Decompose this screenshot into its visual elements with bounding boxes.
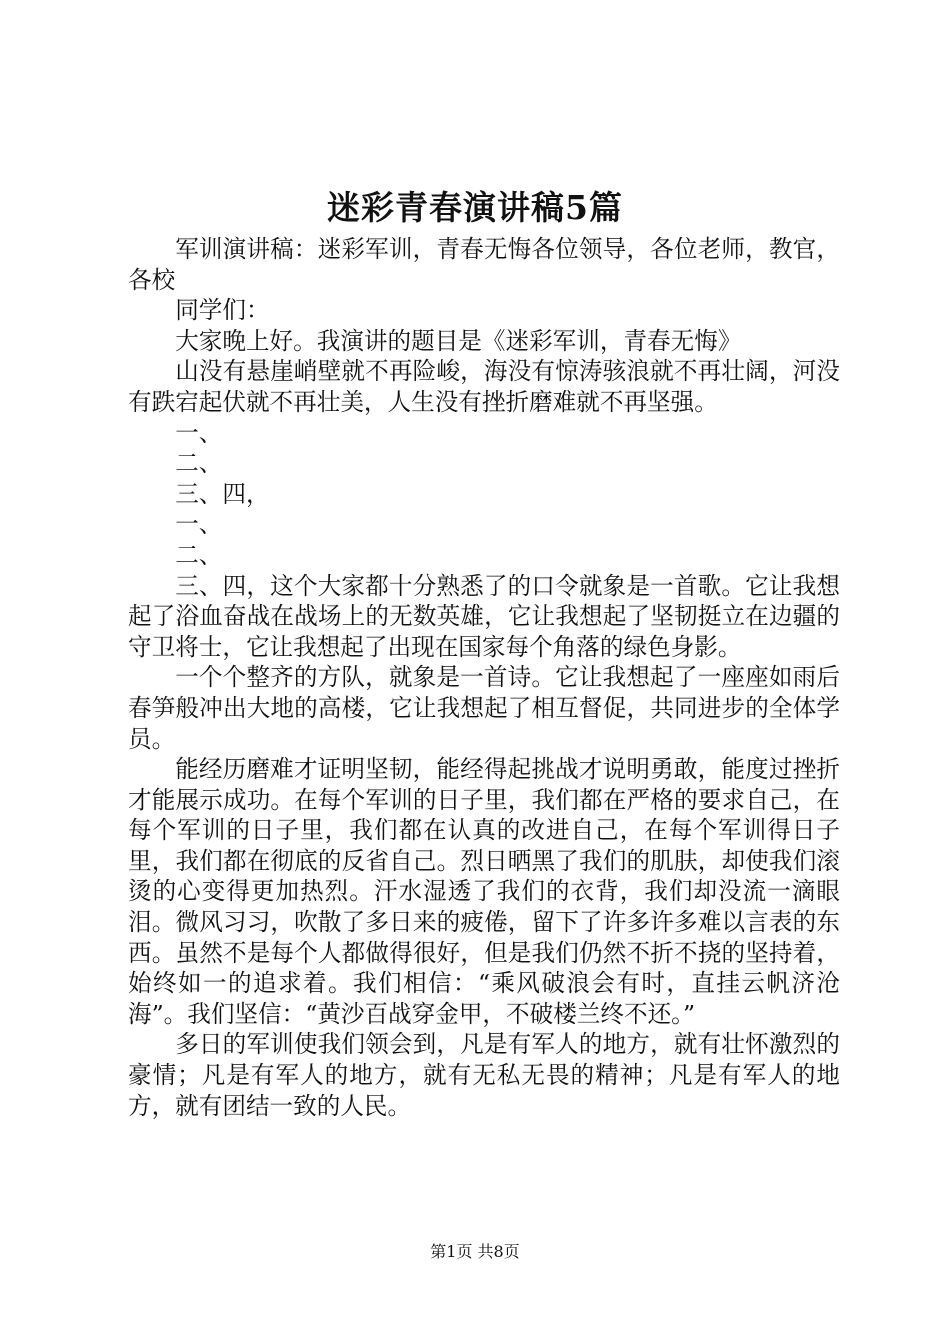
page-footer: 第1页 共8页 [430,1242,520,1261]
paragraph-count-3: 三、四， [175,479,270,508]
page-title: 迷彩青春演讲稿5篇 [327,188,623,227]
paragraph-mountain: 山没有悬崖峭壁就不再险峻，海没有惊涛骇浪就不再壮阔，河没有跌宕起伏就不再壮美，人生没有挫折磨难就不再坚强。 [128,357,840,416]
paragraph-intro: 军训演讲稿：迷彩军训，青春无悔各位领导，各位老师，教官，各校 [128,235,840,294]
paragraph-topic: 大家晚上好。我演讲的题目是《迷彩军训，青春无悔》 [175,326,742,355]
paragraph-count-4: 一、 [175,510,223,539]
paragraph-greeting: 同学们： [175,296,270,325]
document-body [128,234,840,1121]
paragraph-song: 三、四，这个大家都十分熟悉了的口令就象是一首歌。它让我想起了浴血奋战在战场上的无数英雄，它让我想起了坚韧挺立在边疆的守卫将士，它让我想起了出现在国家每个角落的绿色身影。 [128,571,840,661]
paragraph-poem: 一个个整齐的方队，就象是一首诗。它让我想起了一座座如雨后春笋般冲出大地的高楼，它让我想起了相互督促，共同进步的全体学员。 [128,663,840,753]
paragraph-conclusion: 多日的军训使我们领会到，凡是有军人的地方，就有壮怀激烈的豪情；凡是有军人的地方，就有无私无畏的精神；凡是有军人的地方，就有团结一致的人民。 [128,1030,840,1120]
paragraph-hardship: 能经历磨难才证明坚韧，能经得起挑战才说明勇敢，能度过挫折才能展示成功。在每个军训的日子里，我们都在严格的要求自己，在每个军训的日子里，我们都在认真的改进自己，在每个军训得日子里，我们都在彻底的反省自己。烈日晒黑了我们的肌肤，却使我们滚烫的心变得更加热烈。汗水湿透了我们的衣背，我们却没流一滴眼泪。微风习习，吹散了多日来的疲倦，留下了许多许多难以言表的东西。虽然不是每个人都做得很好，但是我们仍然不折不挠的坚持着，始终如一的追求着。我们相信：“乘风破浪会有时，直挂云帆济沧海”。我们坚信：“黄沙百战穿金甲，不破楼兰终不还。” [128,755,840,1028]
paragraph-count-5: 二、 [175,540,223,569]
paragraph-count-1: 一、 [175,418,223,447]
paragraph-count-2: 二、 [175,449,223,478]
